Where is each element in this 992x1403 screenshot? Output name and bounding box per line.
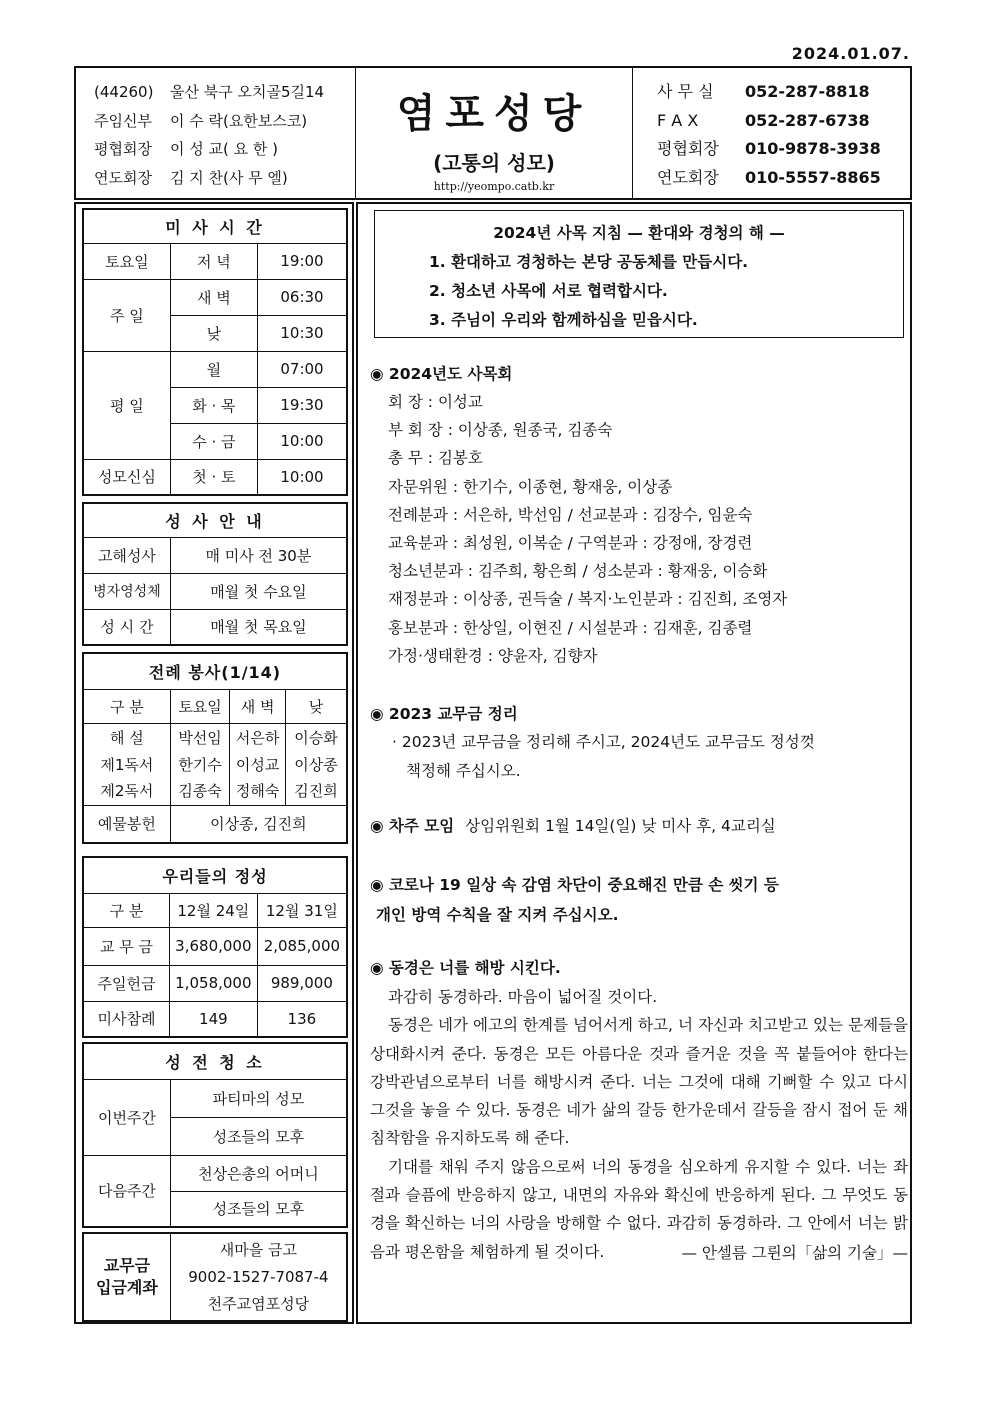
church-title-block — [356, 68, 633, 198]
council-line: 총 무 : 김봉호 — [388, 449, 483, 468]
funeral-president-row: 연도회장 김 지 찬(사 무 엘) — [94, 168, 288, 187]
meeting-text: 상임위원회 1월 14일(일) 낮 미사 후, 4교리실 — [465, 817, 776, 835]
account-details: 새마을 금고 9002-1527-7087-4 천주교염포성당 — [170, 1233, 347, 1321]
pastor-row: 주임신부 이 수 락(요한보스코) — [94, 111, 308, 130]
council-line: 청소년분과 : 김주희, 황은희 / 성소분과 : 황재웅, 이승화 — [388, 562, 768, 581]
essay-paragraph: 과감히 동경하라. 마음이 넓어질 것이다. — [388, 988, 658, 1006]
offering-table: 우리들의 정성 구 분 12월 24일 12월 31일 교 무 금 3,680,000 2,085,000 주일헌금 1,058,000 989,000 미사참례 149 136 — [82, 856, 348, 1038]
council-line: 부 회 장 : 이상종, 원종국, 김종숙 — [388, 421, 613, 440]
dues-title: ◉ 2023 교무금 정리 — [370, 705, 518, 723]
contact-info — [633, 68, 910, 198]
cleaning-title: 성 전 청 소 — [83, 1043, 347, 1079]
right-column — [356, 202, 912, 1324]
essay-section — [370, 954, 908, 1266]
left-column — [74, 202, 354, 1324]
council-line: 전례분과 : 서은하, 박선임 / 선교분과 : 김장수, 임윤숙 — [388, 505, 753, 524]
meeting-section — [370, 812, 908, 840]
council-title: ◉ 2024년도 사목회 — [370, 365, 513, 383]
essay-paragraph: 기대를 채워 주지 않음으로써 너의 동경을 심오하게 유지할 수 있다. 너는 좌절과 슬픔에 반응하지 않고, 내면의 자유와 확신에 반응하게 된다. 그 무엇도 동경을 확신하는 너의 사랑을 방해할 수 없다. 과감히 동경하라. 그 안에서 너는 밝음과 평온함을 체험하게 될 것이다. — [370, 1157, 908, 1261]
parish-info — [76, 68, 356, 198]
cleaning-table: 성 전 청 소 이번주간 파티마의 성모 성조들의 모후 다음주간 천상은총의 어머니 성조들의 모후 — [82, 1042, 348, 1228]
council-line: 교육분과 : 최성원, 이복순 / 구역분과 : 강정애, 장경련 — [388, 534, 753, 553]
offering-title: 우리들의 정성 — [83, 857, 347, 893]
fax-row: F A X 052-287-6738 — [657, 110, 870, 130]
sacrament-table: 성 사 안 내 고해성사 매 미사 전 30분 병자영성체 매월 첫 수요일 성 시 간 매월 첫 목요일 — [82, 502, 348, 646]
office-phone-row: 사 무 실 052-287-8818 — [657, 82, 870, 101]
mass-times-table: 미 사 시 간 토요일 저 녁 19:00 주 일 새 벽 06:30 낮 10:30 평 일 월 07:00 화 · 목 19:30 수 · 금 10:00 성모신심 첫 · 토 10:00 — [82, 208, 348, 496]
council-line: 재정분과 : 이상종, 권득술 / 복지·노인분과 : 김진희, 조영자 — [388, 590, 788, 609]
essay-paragraph: 동경은 네가 에고의 한계를 넘어서게 하고, 너 자신과 치고받고 있는 문제들을 상대화시켜 준다. 동경은 모든 아름다운 것과 즐거운 것을 꼭 붙들어야 한다는 강박관념으로부터 너를 해방시켜 준다. 너는 그것에 대해 기뻐할 수 있고 다시 그것을 놓을 수 있다. 동경은 네가 삶의 갈등 한가운데서 갈등을 잠시 접어 둔 채 침착함을 유지하도록 해 준다. — [370, 1016, 908, 1148]
council-line: 자문위원 : 한기수, 이종현, 황재웅, 이상종 — [388, 477, 673, 496]
church-subtitle: (고통의 성모) — [433, 151, 555, 175]
account-table — [82, 1232, 348, 1322]
address-row: (44260) 울산 북구 오치골5길14 — [94, 83, 325, 101]
covid-notice: ◉ 코로나 19 일상 속 감염 차단이 중요해진 만큼 손 씻기 등 개인 방역 수칙을 잘 지켜 주십시오. — [370, 876, 779, 924]
policy-item: 2. 청소년 사목에 서로 협력합시다. — [429, 282, 668, 300]
funeral-phone-row: 연도회장 010-5557-8865 — [657, 167, 881, 187]
church-name: 염포성당 — [396, 91, 592, 137]
liturgy-service-table: 전례 봉사(1/14) 구 분 토요일 새 벽 낮 해 설 박선임 서은하 이승화 제1독서 한기수 이성교 이상종 제2독서 김종숙 정해숙 김진희 예물봉헌 이상종, 김진희 — [82, 652, 348, 844]
liturgy-title: 전례 봉사(1/14) — [83, 653, 347, 689]
header-box — [74, 66, 912, 200]
essay-source: — 안셀름 그륀의「삶의 기술」— — [681, 1243, 908, 1262]
meeting-title: ◉ 차주 모임 — [370, 817, 455, 835]
policy-item: 1. 환대하고 경청하는 본당 공동체를 만듭시다. — [429, 253, 749, 271]
council-line: 홍보분과 : 한상일, 이현진 / 시설분과 : 김재훈, 김종렬 — [388, 618, 753, 637]
essay-title: ◉ 동경은 너를 해방 시킨다. — [370, 959, 561, 977]
council-phone-row: 평협회장 010-9878-3938 — [657, 139, 881, 158]
council-line: 가정·생태환경 : 양윤자, 김향자 — [388, 646, 598, 665]
policy-item: 3. 주님이 우리와 함께하심을 믿읍시다. — [429, 311, 698, 329]
policy-title: 2024년 사목 지침 — 환대와 경청의 해 — — [493, 224, 785, 242]
mass-times-title: 미 사 시 간 — [83, 209, 347, 243]
sacrament-title: 성 사 안 내 — [83, 503, 347, 537]
council-section — [370, 360, 908, 670]
council-president-row: 평협회장 이 성 교( 요 한 ) — [94, 140, 278, 158]
pastoral-policy-box — [374, 210, 904, 338]
council-line: 회 장 : 이성교 — [388, 393, 483, 411]
account-label: 교무금 입금계좌 — [83, 1233, 170, 1321]
bulletin-date: 2024.01.07. — [791, 44, 910, 63]
church-url[interactable]: http://yeompo.catb.kr — [433, 180, 555, 193]
dues-section: ◉ 2023 교무금 정리 · 2023년 교무금을 정리해 주시고, 2024년도 교무금도 정성껏 책정해 주십시오. — [370, 700, 908, 786]
